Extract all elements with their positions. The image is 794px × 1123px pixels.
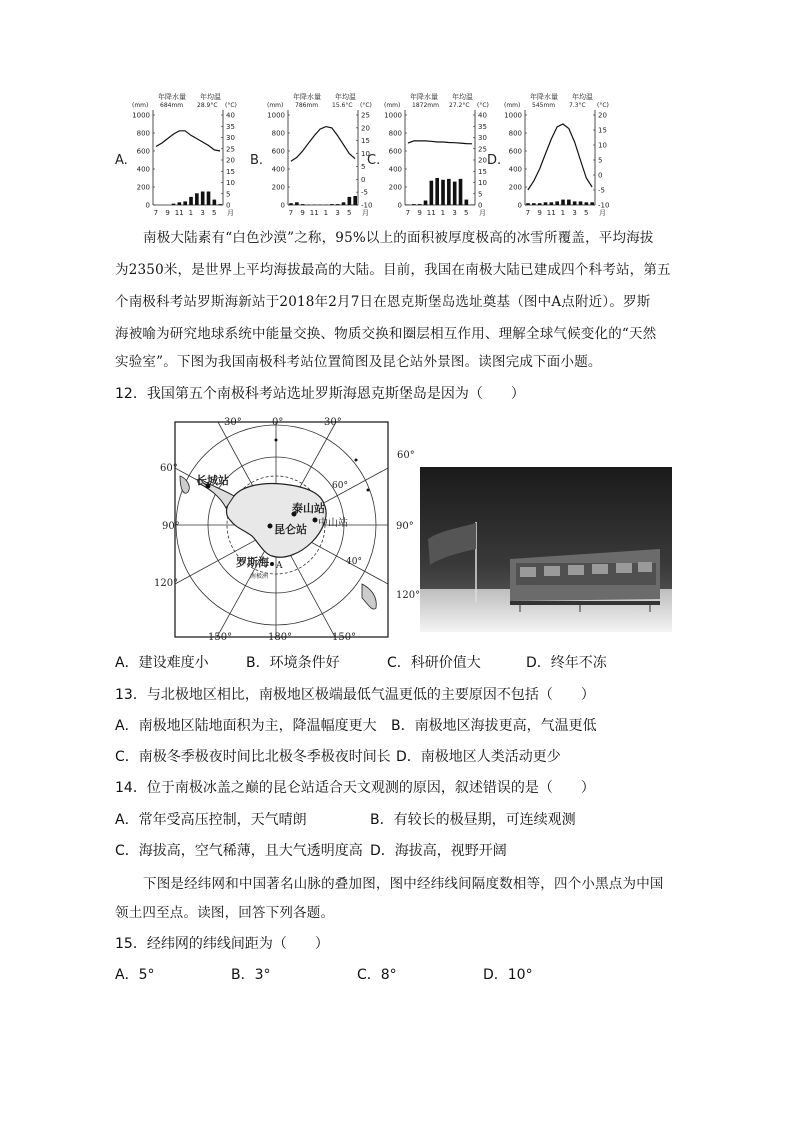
right-tick: 30 <box>226 134 235 142</box>
climate-chart-d <box>487 92 609 217</box>
month-label: 7 <box>288 209 294 217</box>
precip-value: 545mm <box>532 102 556 109</box>
lon-label-90e: 90° <box>396 521 414 532</box>
lon-label-60w: 60° <box>160 463 178 474</box>
left-tick: 400 <box>388 165 402 174</box>
month-label: 3 <box>335 209 340 217</box>
month-label: 11 <box>426 209 436 217</box>
q13-option-a: A．南极地区陆地面积为主，降温幅度更大 <box>115 718 377 734</box>
right-tick: 20 <box>226 156 235 165</box>
precip-bar <box>526 203 530 205</box>
right-tick: 15 <box>226 167 235 176</box>
month-label: 9 <box>165 209 170 217</box>
mm-unit: (mm) <box>132 102 149 109</box>
right-tick: 10 <box>598 141 607 150</box>
precip-bar <box>561 200 565 205</box>
precip-bar <box>459 179 463 205</box>
precip-value: 1872mm <box>412 102 439 109</box>
q12-option-a: A．建设难度小 <box>115 655 209 671</box>
left-tick: 800 <box>271 129 285 138</box>
temp-value: 27.2°C <box>449 102 470 109</box>
precip-bar <box>555 201 559 205</box>
q13-option-c: C．南极冬季极夜时间比北极冬季极夜时间长 <box>115 749 391 765</box>
kunlun-station-dot <box>268 524 273 529</box>
chart-letter: C. <box>367 153 381 168</box>
lon-label-30w: 30° <box>224 417 242 428</box>
precip-label: 年降水量 <box>530 93 558 101</box>
right-tick: 35 <box>226 122 235 131</box>
precip-bar <box>348 197 352 205</box>
precip-bar <box>532 203 536 205</box>
temp-label: 年均温 <box>200 93 221 101</box>
precip-bar <box>201 192 205 206</box>
month-label: 5 <box>212 209 217 217</box>
month-label: 月 <box>479 209 486 217</box>
lon-label-0: 0° <box>272 417 284 428</box>
month-label: 9 <box>537 209 542 217</box>
left-tick: 0 <box>517 201 522 210</box>
precip-bar <box>418 204 422 205</box>
q12-option-d: D．终年不冻 <box>526 655 607 671</box>
left-tick: 400 <box>136 165 150 174</box>
precip-bar <box>465 200 469 205</box>
right-tick: 20 <box>361 124 370 133</box>
month-label: 1 <box>323 209 329 217</box>
month-label: 月 <box>599 209 606 217</box>
q15-option-d: D．10° <box>483 967 533 983</box>
right-tick: 20 <box>598 111 607 120</box>
precip-bar <box>218 204 222 205</box>
temp-curve <box>291 127 355 162</box>
month-label: 月 <box>227 209 234 217</box>
left-tick: 1000 <box>267 111 285 120</box>
precip-bar <box>342 202 346 205</box>
month-label: 3 <box>200 209 205 217</box>
q12-stem: 12．我国第五个南极科考站选址罗斯海恩克斯堡岛是因为（ ） <box>115 386 525 402</box>
left-tick: 800 <box>508 129 522 138</box>
intro-line-5: 实验室”。下图为我国南极科考站位置简图及昆仑站外景图。读图完成下面小题。 <box>115 354 602 370</box>
intro-line-1: 南极大陆素有“白色沙漠”之称，95%以上的面积被厚度极高的冰雪所覆盖，平均海拔 <box>143 230 654 246</box>
right-tick: 40 <box>478 111 487 120</box>
climate-chart-a <box>115 92 237 217</box>
precip-bar <box>585 202 589 205</box>
right-tick: 40 <box>226 111 235 120</box>
right-tick: 15 <box>361 137 370 146</box>
right-tick: 25 <box>361 111 370 120</box>
precip-bar <box>172 204 176 205</box>
month-label: 11 <box>546 209 556 217</box>
left-tick: 600 <box>388 147 402 156</box>
left-tick: 400 <box>271 165 285 174</box>
climate-chart-b <box>250 92 372 217</box>
lon-label-90w: 90° <box>162 521 180 532</box>
left-tick: 800 <box>136 129 150 138</box>
temp-label: 年均温 <box>572 93 593 101</box>
mm-unit: (mm) <box>384 102 401 109</box>
taishan-station-label: 泰山站 <box>292 502 325 515</box>
right-tick: 10 <box>361 150 370 159</box>
mm-unit: (mm) <box>267 102 284 109</box>
right-tick: 5 <box>478 190 483 199</box>
left-tick: 200 <box>388 183 402 192</box>
c-unit: (°C) <box>225 102 237 109</box>
q13-stem: 13．与北极地区相比，南极地区极端最低气温更低的主要原因不包括（ ） <box>115 687 595 703</box>
right-tick: 10 <box>226 179 235 187</box>
zhongshan-station-dot <box>313 518 318 523</box>
month-label: 1 <box>440 209 446 217</box>
month-label: 7 <box>405 209 411 217</box>
month-label: 7 <box>525 209 531 217</box>
q15-option-c: C．8° <box>357 967 397 983</box>
month-label: 3 <box>572 209 577 217</box>
intro-line-2: 为2350米，是世界上平均海拔最高的大陆。目前，我国在南极大陆已建成四个科考站，第五 <box>115 262 671 278</box>
right-tick: 5 <box>361 162 366 171</box>
month-label: 9 <box>300 209 305 217</box>
antarctica-map <box>154 416 421 643</box>
precip-bar <box>195 193 199 205</box>
precip-bar <box>295 202 299 205</box>
intro-line-4: 海被喻为研究地球系统中能量交换、物质交换和圈层相互作用、理解全球气候变化的“天然 <box>115 326 657 342</box>
c-unit: (°C) <box>597 102 609 109</box>
right-tick: -10 <box>598 201 610 210</box>
left-tick: 200 <box>271 183 285 192</box>
q12-option-c: C．科研价值大 <box>387 655 481 671</box>
intro2-line-1: 下图是经纬网和中国著名山脉的叠加图，图中经纬线间隔度数相等，四个小黑点为中国 <box>143 876 664 892</box>
kunlun-photo-svg <box>420 467 672 632</box>
q14-stem: 14．位于南极冰盖之巅的昆仑站适合天文观测的原因，叙述错误的是（ ） <box>115 780 595 796</box>
kunlun-station-photo <box>420 467 672 632</box>
month-label: 9 <box>417 209 422 217</box>
intro-line-3: 个南极科考站罗斯海新站于2018年2月7日在恩克斯堡岛选址奠基（图中A点附近）。罗斯 <box>115 294 651 310</box>
left-tick: 200 <box>508 183 522 192</box>
precip-bar <box>453 182 457 205</box>
right-tick: -5 <box>361 188 368 197</box>
chart-letter: A. <box>115 153 128 168</box>
month-label: 5 <box>347 209 352 217</box>
c-unit: (°C) <box>477 102 489 109</box>
q15-stem: 15．经纬网的纬线间距为（ ） <box>115 936 329 952</box>
precip-bar <box>538 203 542 205</box>
right-tick: 5 <box>226 190 231 199</box>
temp-curve <box>528 124 592 190</box>
q13-option-d: D．南极地区人类活动更少 <box>396 749 561 765</box>
ross-sea-label: 罗斯海 <box>236 556 269 569</box>
month-label: 7 <box>153 209 159 217</box>
left-tick: 0 <box>145 201 150 210</box>
precip-label: 年降水量 <box>293 93 321 101</box>
point-a-dot <box>270 562 274 566</box>
left-tick: 600 <box>136 147 150 156</box>
right-tick: 20 <box>478 156 487 165</box>
left-tick: 200 <box>136 183 150 192</box>
right-tick: 10 <box>478 179 487 187</box>
left-tick: 0 <box>280 201 285 210</box>
month-label: 1 <box>560 209 566 217</box>
lon-label-120e: 120° <box>396 590 421 601</box>
temp-value: 15.6°C <box>332 102 353 109</box>
q13-option-b: B．南极地区海拔更高，气温更低 <box>391 718 597 734</box>
left-tick: 600 <box>508 147 522 156</box>
lon-label-150e: 150° <box>332 632 357 643</box>
lon-label-150w: 150° <box>208 632 233 643</box>
climate-charts <box>0 90 794 220</box>
precip-bar <box>435 178 439 205</box>
right-tick: 0 <box>226 201 231 210</box>
month-label: 5 <box>584 209 589 217</box>
precip-bar <box>590 202 594 205</box>
precip-label: 年降水量 <box>410 93 438 101</box>
precip-bar <box>336 204 340 205</box>
point-a-label: A <box>276 561 283 571</box>
month-label: 3 <box>452 209 457 217</box>
antarctica-map-svg <box>154 416 421 643</box>
precip-bar <box>430 181 434 205</box>
precip-value: 684mm <box>160 102 184 109</box>
right-tick: 30 <box>478 134 487 142</box>
month-label: 11 <box>174 209 184 217</box>
left-tick: 600 <box>271 147 285 156</box>
q14-option-a: A．常年受高压控制，天气晴朗 <box>115 812 307 828</box>
lon-label-30e: 30° <box>324 417 342 428</box>
left-tick: 1000 <box>132 111 150 120</box>
intro2-line-2: 领土四至点。读图，回答下列各题。 <box>115 905 335 921</box>
q14-option-b: B．有较长的极昼期，可连续观测 <box>370 812 576 828</box>
month-label: 1 <box>188 209 194 217</box>
chart-letter: D. <box>487 153 502 168</box>
left-tick: 400 <box>508 165 522 174</box>
precip-bar <box>550 202 554 205</box>
right-tick: 0 <box>361 175 366 184</box>
right-tick: 25 <box>226 145 235 154</box>
right-tick: 0 <box>478 201 483 210</box>
precip-bar <box>412 204 416 205</box>
right-tick: 5 <box>598 156 603 165</box>
continent-small-label: 南极洲 <box>250 573 269 580</box>
mm-unit: (mm) <box>504 102 521 109</box>
q14-option-c: C．海拔高，空气稀薄，且大气透明度高 <box>115 843 363 859</box>
precip-bar <box>447 179 451 205</box>
temp-label: 年均温 <box>452 93 473 101</box>
great-wall-station-label: 长城站 <box>196 474 229 487</box>
right-tick: -10 <box>361 201 373 210</box>
month-label: 5 <box>464 209 469 217</box>
precip-bar <box>178 202 182 205</box>
temp-curve <box>408 141 472 144</box>
precip-label: 年降水量 <box>158 93 186 101</box>
left-tick: 800 <box>388 129 402 138</box>
lat-label-60: 60° <box>332 481 348 491</box>
left-tick: 0 <box>397 201 402 210</box>
precip-bar <box>353 196 357 205</box>
temp-value: 28.9°C <box>197 102 218 109</box>
precip-bar <box>207 192 211 206</box>
precip-bar <box>579 201 583 205</box>
precip-bar <box>301 204 305 205</box>
left-tick: 1000 <box>384 111 402 120</box>
q12-option-b: B．环境条件好 <box>246 655 340 671</box>
precip-bar <box>573 201 577 205</box>
right-tick: 25 <box>478 145 487 154</box>
precip-bar <box>544 202 548 205</box>
q14-option-d: D．海拔高，视野开阔 <box>370 843 507 859</box>
q15-option-b: B．3° <box>231 967 271 983</box>
precip-bar <box>330 204 334 205</box>
temp-label: 年均温 <box>335 93 356 101</box>
month-label: 11 <box>309 209 319 217</box>
right-tick: 15 <box>598 126 607 135</box>
chart-letter: B. <box>250 153 264 168</box>
lon-label-60e: 60° <box>397 450 415 461</box>
c-unit: (°C) <box>360 102 372 109</box>
precip-bar <box>424 201 428 206</box>
left-tick: 1000 <box>504 111 522 120</box>
precip-value: 786mm <box>295 102 319 109</box>
temp-value: 7.3°C <box>569 102 586 109</box>
climate-charts-row <box>0 90 794 220</box>
temp-curve <box>156 131 220 151</box>
right-tick: 15 <box>478 167 487 176</box>
q15-option-a: A．5° <box>115 967 155 983</box>
climate-chart-c <box>367 92 489 217</box>
right-tick: -5 <box>598 186 605 195</box>
month-label: 月 <box>362 209 369 217</box>
lat-label-40: 40° <box>346 557 362 567</box>
kunlun-station-label: 昆仑站 <box>274 523 307 536</box>
right-tick: 35 <box>478 122 487 131</box>
precip-bar <box>189 197 193 205</box>
right-tick: 0 <box>598 171 603 180</box>
precip-bar <box>213 200 217 205</box>
lon-label-120w: 120° <box>154 578 179 589</box>
precip-bar <box>289 203 293 205</box>
lon-label-180: 180° <box>268 632 293 643</box>
zhongshan-station-label: 中山站 <box>318 518 348 529</box>
precip-bar <box>441 180 445 205</box>
precip-bar <box>183 201 187 205</box>
precip-bar <box>567 200 571 205</box>
